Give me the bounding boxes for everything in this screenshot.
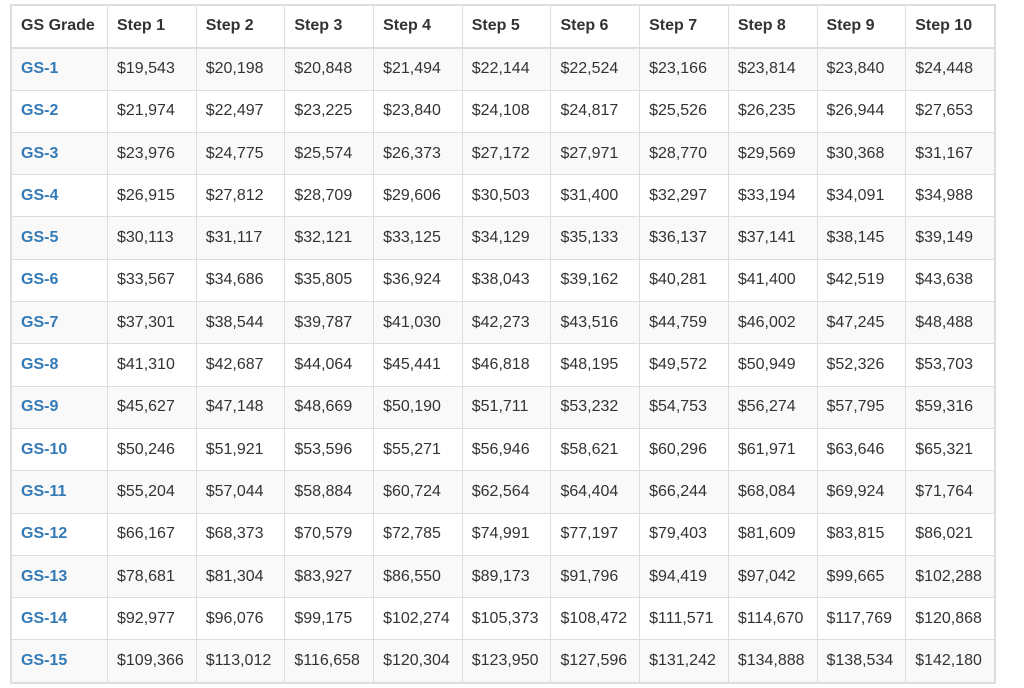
salary-cell: $19,543 — [108, 48, 197, 90]
salary-cell: $68,373 — [196, 513, 285, 555]
salary-cell: $111,571 — [640, 598, 729, 640]
salary-cell: $74,991 — [462, 513, 551, 555]
grade-link[interactable]: GS-5 — [12, 217, 108, 259]
salary-cell: $29,569 — [728, 132, 817, 174]
salary-cell: $102,274 — [374, 598, 463, 640]
salary-cell: $33,194 — [728, 175, 817, 217]
salary-cell: $27,971 — [551, 132, 640, 174]
grade-link[interactable]: GS-9 — [12, 386, 108, 428]
salary-cell: $21,974 — [108, 90, 197, 132]
salary-cell: $40,281 — [640, 259, 729, 301]
table-row — [12, 598, 995, 640]
salary-cell: $30,503 — [462, 175, 551, 217]
salary-cell: $24,448 — [906, 48, 995, 90]
table-row — [12, 428, 995, 470]
salary-cell: $53,703 — [906, 344, 995, 386]
table-row — [12, 132, 995, 174]
salary-cell: $46,002 — [728, 302, 817, 344]
table-header-row — [12, 6, 995, 48]
salary-cell: $96,076 — [196, 598, 285, 640]
salary-cell: $28,709 — [285, 175, 374, 217]
gs-pay-table — [11, 5, 995, 683]
salary-cell: $91,796 — [551, 555, 640, 597]
salary-cell: $35,805 — [285, 259, 374, 301]
salary-cell: $30,368 — [817, 132, 906, 174]
salary-cell: $97,042 — [728, 555, 817, 597]
salary-cell: $66,244 — [640, 471, 729, 513]
column-header-step-10: Step 10 — [906, 6, 995, 48]
salary-cell: $32,121 — [285, 217, 374, 259]
salary-cell: $64,404 — [551, 471, 640, 513]
salary-cell: $34,091 — [817, 175, 906, 217]
salary-cell: $57,044 — [196, 471, 285, 513]
salary-cell: $26,235 — [728, 90, 817, 132]
salary-cell: $86,550 — [374, 555, 463, 597]
salary-cell: $57,795 — [817, 386, 906, 428]
salary-cell: $63,646 — [817, 428, 906, 470]
grade-link[interactable]: GS-14 — [12, 598, 108, 640]
column-header-step-8: Step 8 — [728, 6, 817, 48]
salary-cell: $23,225 — [285, 90, 374, 132]
salary-cell: $44,759 — [640, 302, 729, 344]
salary-cell: $134,888 — [728, 640, 817, 682]
salary-cell: $45,627 — [108, 386, 197, 428]
salary-cell: $49,572 — [640, 344, 729, 386]
salary-cell: $71,764 — [906, 471, 995, 513]
salary-cell: $22,497 — [196, 90, 285, 132]
salary-cell: $58,884 — [285, 471, 374, 513]
salary-cell: $28,770 — [640, 132, 729, 174]
salary-cell: $23,976 — [108, 132, 197, 174]
table-row — [12, 90, 995, 132]
salary-cell: $26,944 — [817, 90, 906, 132]
salary-cell: $55,204 — [108, 471, 197, 513]
salary-cell: $47,148 — [196, 386, 285, 428]
salary-cell: $56,274 — [728, 386, 817, 428]
salary-cell: $43,516 — [551, 302, 640, 344]
salary-cell: $43,638 — [906, 259, 995, 301]
salary-cell: $31,167 — [906, 132, 995, 174]
salary-cell: $26,373 — [374, 132, 463, 174]
salary-cell: $78,681 — [108, 555, 197, 597]
salary-cell: $41,310 — [108, 344, 197, 386]
salary-cell: $120,868 — [906, 598, 995, 640]
salary-cell: $77,197 — [551, 513, 640, 555]
salary-cell: $72,785 — [374, 513, 463, 555]
salary-cell: $34,129 — [462, 217, 551, 259]
salary-cell: $94,419 — [640, 555, 729, 597]
salary-cell: $31,117 — [196, 217, 285, 259]
salary-cell: $31,400 — [551, 175, 640, 217]
salary-cell: $25,526 — [640, 90, 729, 132]
salary-cell: $54,753 — [640, 386, 729, 428]
salary-cell: $27,812 — [196, 175, 285, 217]
table-row — [12, 259, 995, 301]
grade-link[interactable]: GS-13 — [12, 555, 108, 597]
salary-cell: $44,064 — [285, 344, 374, 386]
column-header-step-4: Step 4 — [374, 6, 463, 48]
column-header-step-9: Step 9 — [817, 6, 906, 48]
salary-cell: $27,653 — [906, 90, 995, 132]
salary-cell: $47,245 — [817, 302, 906, 344]
table-row — [12, 513, 995, 555]
table-body — [12, 48, 995, 682]
salary-cell: $69,924 — [817, 471, 906, 513]
salary-cell: $52,326 — [817, 344, 906, 386]
salary-cell: $34,988 — [906, 175, 995, 217]
salary-cell: $99,665 — [817, 555, 906, 597]
salary-cell: $25,574 — [285, 132, 374, 174]
salary-cell: $41,030 — [374, 302, 463, 344]
salary-cell: $81,304 — [196, 555, 285, 597]
salary-cell: $120,304 — [374, 640, 463, 682]
table-row — [12, 175, 995, 217]
table-row — [12, 217, 995, 259]
grade-link[interactable]: GS-2 — [12, 90, 108, 132]
salary-cell: $99,175 — [285, 598, 374, 640]
salary-cell: $113,012 — [196, 640, 285, 682]
salary-cell: $33,567 — [108, 259, 197, 301]
table-row — [12, 48, 995, 90]
table-row — [12, 640, 995, 682]
salary-cell: $37,141 — [728, 217, 817, 259]
salary-cell: $59,316 — [906, 386, 995, 428]
grade-link[interactable]: GS-15 — [12, 640, 108, 682]
salary-cell: $109,366 — [108, 640, 197, 682]
salary-cell: $23,814 — [728, 48, 817, 90]
salary-cell: $24,108 — [462, 90, 551, 132]
table-row — [12, 302, 995, 344]
salary-cell: $50,949 — [728, 344, 817, 386]
salary-cell: $41,400 — [728, 259, 817, 301]
salary-cell: $50,190 — [374, 386, 463, 428]
salary-cell: $70,579 — [285, 513, 374, 555]
salary-cell: $51,711 — [462, 386, 551, 428]
salary-cell: $86,021 — [906, 513, 995, 555]
grade-link[interactable]: GS-8 — [12, 344, 108, 386]
salary-cell: $48,669 — [285, 386, 374, 428]
salary-cell: $42,273 — [462, 302, 551, 344]
salary-cell: $138,534 — [817, 640, 906, 682]
grade-link[interactable]: GS-3 — [12, 132, 108, 174]
salary-cell: $50,246 — [108, 428, 197, 470]
salary-cell: $89,173 — [462, 555, 551, 597]
salary-cell: $79,403 — [640, 513, 729, 555]
salary-cell: $21,494 — [374, 48, 463, 90]
salary-cell: $117,769 — [817, 598, 906, 640]
salary-cell: $61,971 — [728, 428, 817, 470]
salary-cell: $102,288 — [906, 555, 995, 597]
salary-cell: $53,232 — [551, 386, 640, 428]
salary-cell: $56,946 — [462, 428, 551, 470]
salary-cell: $20,198 — [196, 48, 285, 90]
salary-cell: $38,043 — [462, 259, 551, 301]
salary-cell: $39,787 — [285, 302, 374, 344]
salary-cell: $48,195 — [551, 344, 640, 386]
salary-cell: $123,950 — [462, 640, 551, 682]
salary-cell: $39,149 — [906, 217, 995, 259]
salary-cell: $36,137 — [640, 217, 729, 259]
salary-cell: $29,606 — [374, 175, 463, 217]
salary-cell: $55,271 — [374, 428, 463, 470]
salary-cell: $22,144 — [462, 48, 551, 90]
grade-link[interactable]: GS-7 — [12, 302, 108, 344]
column-header-grade: GS Grade — [12, 6, 108, 48]
salary-cell: $32,297 — [640, 175, 729, 217]
salary-cell: $46,818 — [462, 344, 551, 386]
column-header-step-1: Step 1 — [108, 6, 197, 48]
salary-cell: $65,321 — [906, 428, 995, 470]
salary-cell: $23,840 — [374, 90, 463, 132]
salary-cell: $24,817 — [551, 90, 640, 132]
salary-cell: $42,519 — [817, 259, 906, 301]
salary-cell: $142,180 — [906, 640, 995, 682]
salary-cell: $116,658 — [285, 640, 374, 682]
grade-link[interactable]: GS-6 — [12, 259, 108, 301]
table-row — [12, 344, 995, 386]
grade-link[interactable]: GS-10 — [12, 428, 108, 470]
salary-cell: $38,544 — [196, 302, 285, 344]
salary-cell: $66,167 — [108, 513, 197, 555]
salary-cell: $58,621 — [551, 428, 640, 470]
table-row — [12, 555, 995, 597]
salary-cell: $51,921 — [196, 428, 285, 470]
salary-cell: $83,815 — [817, 513, 906, 555]
salary-cell: $38,145 — [817, 217, 906, 259]
salary-cell: $20,848 — [285, 48, 374, 90]
salary-cell: $26,915 — [108, 175, 197, 217]
column-header-step-3: Step 3 — [285, 6, 374, 48]
grade-link[interactable]: GS-12 — [12, 513, 108, 555]
salary-cell: $22,524 — [551, 48, 640, 90]
salary-cell: $24,775 — [196, 132, 285, 174]
salary-cell: $48,488 — [906, 302, 995, 344]
salary-cell: $53,596 — [285, 428, 374, 470]
salary-cell: $37,301 — [108, 302, 197, 344]
salary-cell: $105,373 — [462, 598, 551, 640]
salary-cell: $108,472 — [551, 598, 640, 640]
salary-cell: $35,133 — [551, 217, 640, 259]
salary-cell: $23,166 — [640, 48, 729, 90]
salary-cell: $33,125 — [374, 217, 463, 259]
table-row — [12, 386, 995, 428]
salary-cell: $39,162 — [551, 259, 640, 301]
grade-link[interactable]: GS-4 — [12, 175, 108, 217]
column-header-step-5: Step 5 — [462, 6, 551, 48]
salary-cell: $60,296 — [640, 428, 729, 470]
salary-cell: $45,441 — [374, 344, 463, 386]
salary-cell: $127,596 — [551, 640, 640, 682]
salary-cell: $92,977 — [108, 598, 197, 640]
salary-cell: $60,724 — [374, 471, 463, 513]
salary-cell: $30,113 — [108, 217, 197, 259]
column-header-step-6: Step 6 — [551, 6, 640, 48]
salary-cell: $42,687 — [196, 344, 285, 386]
pay-table-container — [10, 4, 996, 684]
salary-cell: $114,670 — [728, 598, 817, 640]
column-header-step-2: Step 2 — [196, 6, 285, 48]
salary-cell: $36,924 — [374, 259, 463, 301]
salary-cell: $68,084 — [728, 471, 817, 513]
salary-cell: $27,172 — [462, 132, 551, 174]
grade-link[interactable]: GS-1 — [12, 48, 108, 90]
salary-cell: $81,609 — [728, 513, 817, 555]
salary-cell: $62,564 — [462, 471, 551, 513]
table-row — [12, 471, 995, 513]
grade-link[interactable]: GS-11 — [12, 471, 108, 513]
salary-cell: $23,840 — [817, 48, 906, 90]
salary-cell: $131,242 — [640, 640, 729, 682]
column-header-step-7: Step 7 — [640, 6, 729, 48]
salary-cell: $34,686 — [196, 259, 285, 301]
salary-cell: $83,927 — [285, 555, 374, 597]
